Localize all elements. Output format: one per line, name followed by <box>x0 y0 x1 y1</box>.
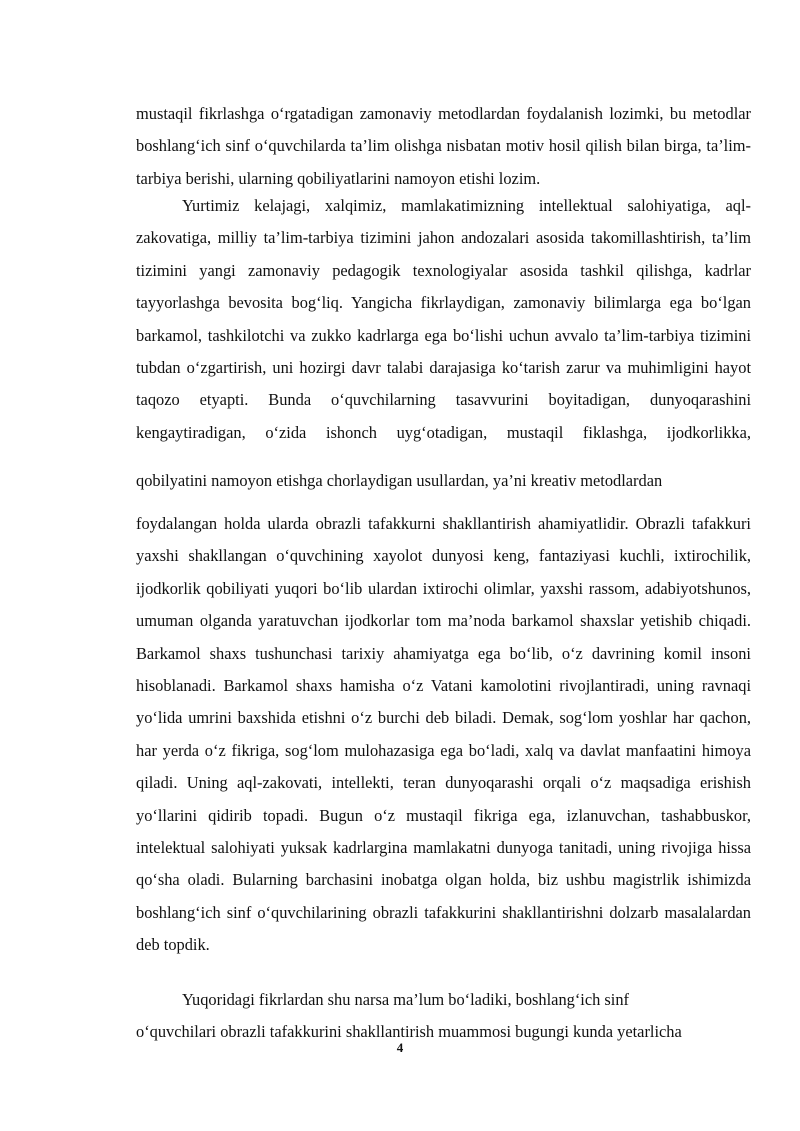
paragraph-2: Yurtimiz kelajagi, xalqimiz, mamlakatimizning intellektual salohiyatiga, aql-zakovatiga, milliy ta’lim-tarbiya tizimini jahon andozalari asosida takomillashtirish, ta’lim tizimini yangi zamonaviy pedagogik texnologiyalar asosida tashkil qilishga, kadrlar tayyorlashga bevosita bog‘liq. Yangicha fikrlaydigan, zamonaviy bilimlarga ega bo‘lgan barkamol, tashkilotchi va zukko kadrlarga ega bo‘lishi uchun avvalo ta’lim-tarbiya tizimini tubdan o‘zgartirish, uni hozirgi davr talabi darajasiga ko‘tarish zarur va muhimligini hayot taqozo etyapti. Bunda o‘quvchilarning tasavvurini boyitadigan, dunyoqarashini kengaytiradigan, o‘zida ishonch uyg‘otadigan, mustaqil fiklashga, ijodkorlikka, <box>136 196 751 442</box>
page-number: 4 <box>396 1040 404 1055</box>
paragraph-4: foydalangan holda ularda obrazli tafakkurni shakllantirish ahamiyatlidir. Obrazli tafakkuri yaxshi shakllangan o‘quvchining xayolot dunyosi keng, fantaziyasi kuchli, ixtirochilik, ijodkorlik qobiliyati yuqori bo‘lib ulardan ixtirochi olimlar, yaxshi rassom, adabiyotshunos, umuman olganda yaratuvchan ijodkorlar tom ma’noda barkamol shaxslar yetishib chiqadi. Barkamol shaxs tushunchasi tarixiy ahamiyatga ega bo‘lib, o‘z davrining komil insoni hisoblanadi. Barkamol shaxs hamisha o‘z Vatani kamolotini rivojlantiradi, uning ravnaqi yo‘lida umrini baxshida etishni o‘z burchi deb biladi. Demak, sog‘lom yoshlar har qachon, har yerda o‘z fikriga, sog‘lom mulohazasiga ega bo‘ladi, xalq va davlat manfaatini himoya qiladi. Uning aql-zakovati, intellekti, teran dunyoqarashi orqali o‘z maqsadiga erishish yo‘llarini qidirib topadi. Bugun o‘z mustaqil fikriga ega, izlanuvchan, tashabbuskor, intelektual salohiyati yuksak kadrlargina mamlakatni dunyoga tanitadi, uning rivojiga hissa qo‘sha oladi. Bularning barchasini inobatga olgan holda, biz ushbu magistrlik ishimizda boshlang‘ich sinf o‘quvchilarining obrazli tafakkurini shakllantirishni dolzarb masalalardan deb topdik. <box>136 514 751 955</box>
paragraph-3: qobilyatini namoyon etishga chorlaydigan usullardan, ya’ni kreativ metodlardan <box>136 471 663 490</box>
paragraph-1: mustaqil fikrlashga o‘rgatadigan zamonaviy metodlardan foydalanish lozimki, bu metodlar boshlang‘ich sinf o‘quvchilarda ta’lim olishga nisbatan motiv hosil qilish bilan birga, ta’lim-tarbiya berishi, ularning qobiliyatlarini namoyon etishi lozim. <box>136 104 751 188</box>
paragraph-5: Yuqoridagi fikrlardan shu narsa ma’lum bo‘ladiki, boshlang‘ich sinf o‘quvchilari obrazli tafakkurini shakllantirish muammosi bugungi kunda yetarlicha <box>136 990 682 1042</box>
